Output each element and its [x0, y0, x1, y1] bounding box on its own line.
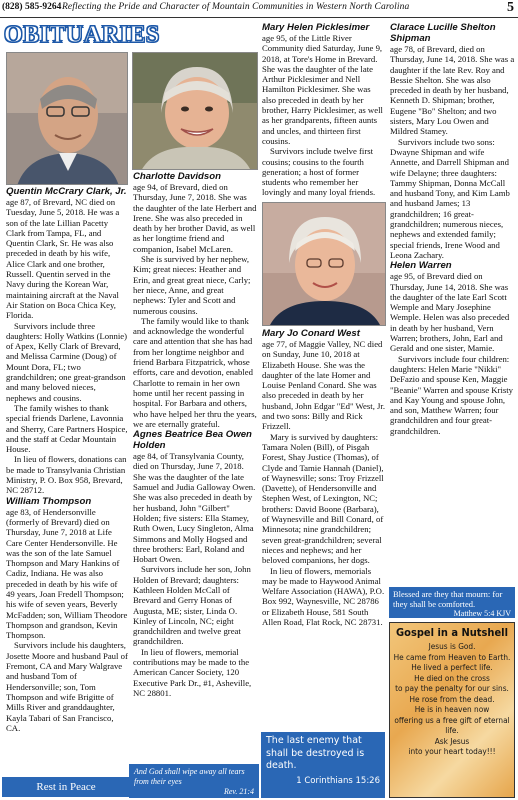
obit-name-mary-jo: Mary Jo Conard West — [262, 328, 360, 339]
gospel-line: He died on the cross — [414, 672, 490, 683]
rest-in-peace-banner: Rest in Peace — [2, 777, 130, 797]
page-number: 5 — [507, 0, 514, 15]
gospel-line: He lived a perfect life. — [411, 662, 493, 672]
obit-text: She is survived by her nephew, Kim; great nieces: Heather and Erin, and great great niece, Carly; her niece, Anne, and great nephews: Tyler and Scott and numerous cousins. — [133, 254, 251, 316]
blessed-ref: Matthew 5:4 KJV — [453, 609, 511, 618]
gospel-line: to pay the penalty for our sins. — [395, 683, 509, 693]
gospel-line: offering us a free gift of eternal life. — [394, 714, 510, 735]
obit-text: age 84, of Transylvania County, died on Thursday, June 7, 2018. She was the daughter of the late Samuel and Judia Galloway Owen. She was also preceded in death by her husband, John "Gilbert" Holden; five sisters: Ella Stamey, Ruth Owen, Lucy Singleton, Alma Simmons and Molly Hogsed and three brothers: Earl, Roland and Hobart Owen. — [133, 451, 256, 565]
obit-text: Survivors include two sons: Dwayne Shipman and wife Annette, and Darrell Shipman and wife Delayne; three daughters: Tammy Shipman, Donna McCall and husband Tony, and Kim Lamb and husband James; 13 grandchildren; 16 great-grandchildren; numerous nieces, nephews and extended family; special friends, Irene Wood and Leona Zachary. — [390, 136, 510, 260]
gospel-title: Gospel in a Nutshell — [396, 626, 508, 639]
obituary-mary-jo-west — [262, 328, 386, 627]
obit-text: age 87, of Brevard, NC died on Tuesday, June 5, 2018. He was a son of the late Lillian Pacetty Clark from Tampa, FL, and Quentin Clark, Sr. He was also preceded in death by his wife, Alice Clark and one brother, Russell. Quentin served in the Navy during the Korean War, maintaining aircraft at the Naval Air Station on Boca Chica Key, Florida. — [6, 197, 120, 321]
obituary-quentin-clark — [6, 186, 128, 733]
gospel-line: He is in heaven now — [414, 704, 490, 714]
obit-name-mary-helen: Mary Helen Picklesimer — [262, 22, 370, 33]
gospel-in-a-nutshell-box — [389, 622, 515, 798]
scripture-text: The last enemy that shall be destroyed is death. — [266, 735, 365, 771]
obit-text: Survivors include three daughters: Holly Watkins (Lonnie) of Apex, Kelly Clark of Brevard, and Melissa Carmine (Doug) of Mount Dora, FL; two grandchildren; one great-grandson and many beloved nieces, nephews and cousins. — [6, 320, 127, 403]
photo-charlotte-davidson — [132, 52, 258, 170]
obit-name-clarace: Clarace Lucille Shelton Shipman — [390, 22, 496, 44]
verse-banner — [129, 764, 259, 798]
gospel-line: He rose from the dead. — [409, 693, 495, 704]
gospel-line: He came from Heaven to Earth. — [393, 651, 511, 662]
obit-text: Survivors include her son, John Holden of Brevard; daughters: Kathleen Holden McCall of Brevard and Gerry Honas of Augusta, ME; sister, Linda O. Kinley of Lincoln, NC; eight grandchildren and twelve great grandchildren. — [133, 564, 251, 647]
obit-text: age 83, of Hendersonville (formerly of Brevard) died on Thursday, June 7, 2018 at Life Care Center Hendersonville. He was the son of the late Samuel Thompson and Mary Hankins of Cadiz, Indiana. He was also preceded in death by his wife of 49 years, Joan Fredell Thompson; his wife of seven years, Beverly McFadden; son, William Theodore Thompson and grandson, Kevin Thompson. — [6, 506, 128, 641]
obit-text: In lieu of flowers, memorial contributions may be made to the American Cancer Society, 120 Executive Park Dr., #1, Asheville, NC 28801. — [133, 646, 252, 698]
verse-ref: Rev. 21:4 — [223, 787, 254, 796]
section-title: OBITUARIES — [4, 22, 160, 48]
obituary-mary-helen-picklesimer — [262, 22, 386, 198]
obit-text: Survivors include twelve first cousins; cousins to the fourth generation; a host of former students who remember her lovingly and many loyal friends. — [262, 146, 376, 198]
obit-text: age 95, of the Little River Community died Saturday, June 9, 2018, at Tore's Home in Brevard. She was the daughter of the late Arthur Picklesimer and Nell Hamilton Picklesimer. She was also preceded in death by her brother, Harry Picklesimer, as well as her grandparents, fifteen aunts and uncles, and thirteen first cousins. — [262, 33, 383, 146]
header-phone: (828) 585-9264 — [2, 2, 62, 12]
obit-name-quentin: Quentin McCrary Clark, Jr. — [6, 186, 127, 197]
blessed-text: Blessed are they that mourn: for they shall be comforted. — [393, 589, 503, 609]
verse-text: And God shall wipe away all tears from their eyes — [134, 767, 245, 786]
header-tagline: Reflecting the Pride and Character of Mountain Communities in Western North Carolina — [62, 2, 410, 12]
obit-text: Mary is survived by daughters: Tamara Nolen (Bill), of Pisgah Forest, Shay Justice (Thomas), of Clyde and Tamie Hannah (Daniel), of Waynesville; sons: Troy Frizzell (Davette), of Hendersonville and Stephen West, of Lexington, NC; brothers: David Boone (Barbara), of Waynesville and Bill Conard, of Minnesota; nine grandchildren; seven great-grandchildren; several nieces and nephews; and her beloved companions, her dogs. — [262, 431, 384, 566]
photo-mary-jo-west — [262, 202, 386, 326]
obit-text: age 78, of Brevard, died on Thursday, June 14, 2018. She was a daughter if the late Rev. Roy and Bessie Shelton. She was also preceded in death by her husband, Kenneth D. Shipman; brother, Eugene "Bo" Shelton; and two sisters, Mary Lou Owen and Mildred Stamey. — [390, 44, 515, 137]
gospel-line: into your heart today!!! — [408, 746, 496, 756]
obit-text: age 94, of Brevard, died on Thursday, June 7, 2018. She was the daughter of the late Herbert and Irene. She was also preceded in death by her brother David, as well as her longtime friend and companion, Isabel McLaren. — [133, 182, 257, 254]
obit-text: age 77, of Maggie Valley, NC died on Sunday, June 10, 2018 at Elizabeth House. She was the daughter of the late Homer and Louise Penland Conard. She was also preceded in death by her husband, John Edgar "Ed" West, Jr. and two sons: Billy and Rick Frizzell. — [262, 339, 386, 432]
obit-text: In lieu of flowers, donations can be made to Transylvania Christian Ministry, P. O. Box 958, Brevard, NC 28712. — [6, 454, 127, 496]
obituary-clarace-shipman — [390, 22, 515, 436]
blessed-banner — [389, 587, 515, 618]
obit-text: Survivors include his daughters, Josette Moore and husband Paul of Fremont, CA and Mary Walgrave and husband Tom of Hendersonville; son, Tom Thompson and wife Brigitte of Mills River and granddaughter, Kayla Tabari of San Francisco, CA. — [6, 640, 128, 733]
obit-text: The family wishes to thank special friends Darlene, Lavonnia and Sherry, Care Partners Hospice, and the staff at Cedar Mountain House. — [6, 402, 128, 455]
obit-text: age 95, of Brevard died on Thursday, June 14, 2018. She was the daughter of the late Earl Scott Wemple and Mary Josephine Wemple. Helen was also preceded in death by her husband, Vern Warren; brothers, John, Earl and Gerald and one sister, Mamie. — [390, 271, 510, 354]
obit-name-william: William Thompson — [6, 495, 92, 507]
obit-name-charlotte: Charlotte Davidson — [133, 171, 221, 182]
obit-name-helen: Helen Warren — [390, 260, 452, 272]
obit-text: In lieu of flowers, memorials may be made to Haywood Animal Welfare Association (HAWA), P.O. Box 992, Waynesville, NC 28786 or Elizabeth House, 581 South Allen Road, Flat Rock, NC 28731. — [262, 565, 385, 628]
gospel-line: Jesus is God. — [428, 641, 476, 651]
obit-name-agnes: Agnes Beatrice Bea Owen Holden — [133, 429, 252, 452]
photo-quentin-clark — [6, 52, 128, 185]
scripture-ref: 1 Corinthians 15:26 — [296, 775, 380, 786]
obit-text: Survivors include four children: daughters: Helen Marie "Nikki" DeFazio and spouse Ken, Maggie "Beanie" Warren and spouse Kristy and Kay Young and spouse John, and son, Matthew Warren; four grandchildren and four great-grandchildren. — [390, 353, 513, 436]
obit-text: The family would like to thank and acknowledge the wonderful care and attention that she has had from her longtime neighbor and friend Barbara Fitzpatrick, whose efforts, care and devotion, enabled Charlotte to remain in her own home until her recent passing in hospital. For Barbara and others, who have helped her thru the years, we are eternally grateful. — [133, 315, 257, 429]
gospel-line: Ask Jesus — [434, 735, 470, 746]
scripture-banner — [261, 732, 385, 798]
obituary-charlotte-davidson — [133, 171, 258, 698]
